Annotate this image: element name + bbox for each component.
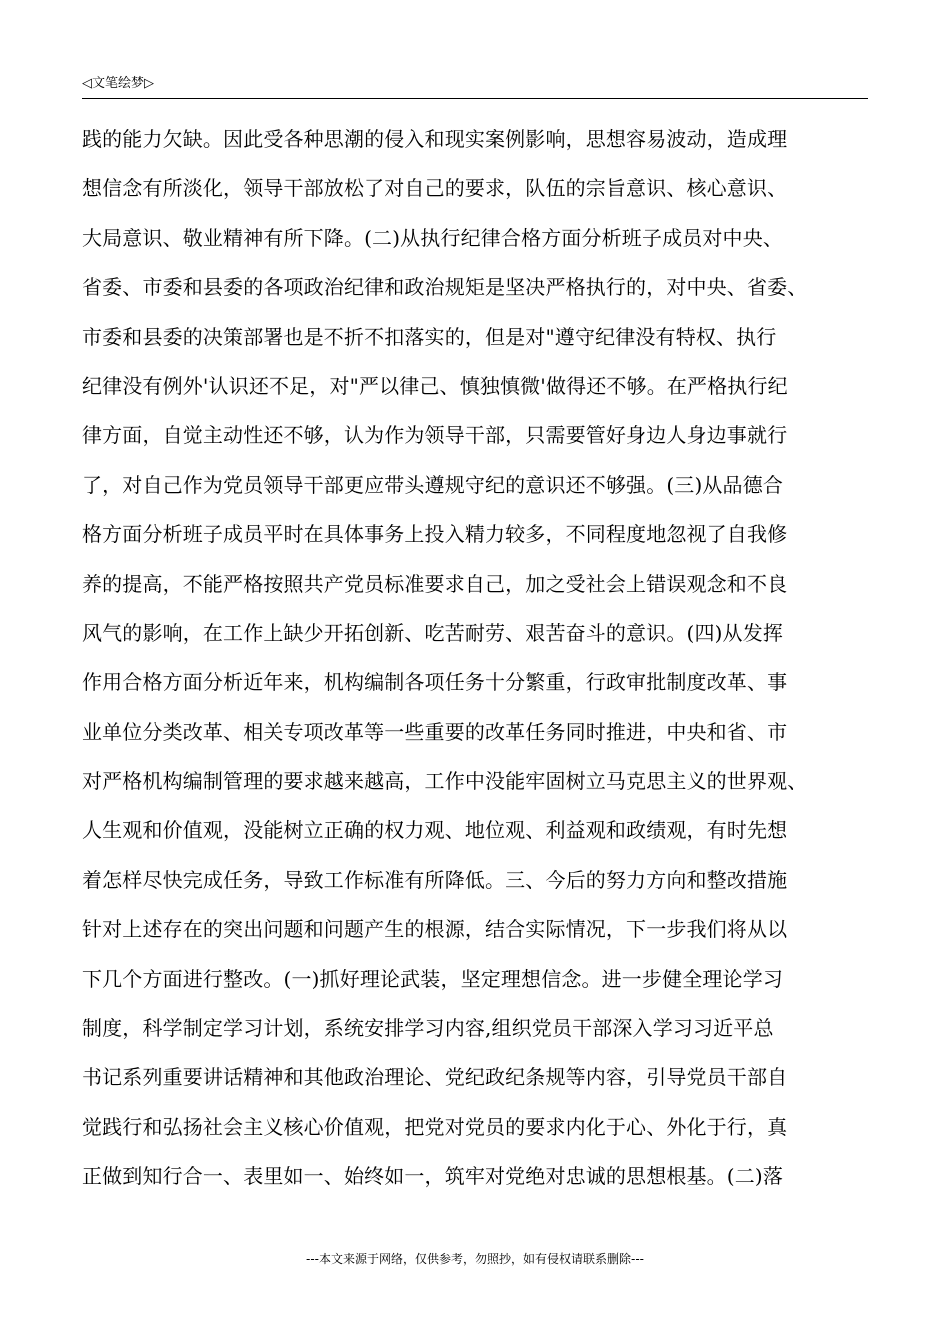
body-line: 业单位分类改革、相关专项改革等一些重要的改革任务同时推进，中央和省、市: [82, 719, 788, 744]
body-line: 着怎样尽快完成任务，导致工作标准有所降低。三、今后的努力方向和整改措施: [82, 867, 788, 892]
body-line: 制度，科学制定学习计划，系统安排学习内容,组织党员干部深入学习习近平总: [82, 1016, 774, 1041]
body-line: 下几个方面进行整改。(一)抓好理论武装，坚定理想信念。进一步健全理论学习: [82, 966, 784, 991]
body-line: 觉践行和弘扬社会主义核心价值观，把党对党员的要求内化于心、外化于行，真: [82, 1114, 788, 1139]
document-body: [82, 120, 882, 1207]
body-line: 律方面，自觉主动性还不够，认为作为领导干部，只需要管好身边人身边事就行: [82, 423, 788, 448]
body-line: 省委、市委和县委的各项政治纪律和政治规矩是坚决严格执行的，对中央、省委、: [82, 275, 808, 300]
body-line: 对严格机构编制管理的要求越来越高，工作中没能牢固树立马克思主义的世界观、: [82, 769, 808, 794]
page-footer: [0, 1251, 950, 1267]
body-line: 想信念有所淡化，领导干部放松了对自己的要求，队伍的宗旨意识、核心意识、: [82, 176, 788, 201]
body-line: 市委和县委的决策部署也是不折不扣落实的，但是对"遵守纪律没有特权、执行: [82, 324, 777, 349]
body-line: 了，对自己作为党员领导干部更应带头遵规守纪的意识还不够强。(三)从品德合: [82, 472, 784, 497]
page-header: [82, 74, 868, 99]
footer-disclaimer: ---本文来源于网络，仅供参考，勿照抄，如有侵权请联系删除---: [306, 1252, 644, 1266]
body-line: 风气的影响，在工作上缺少开拓创新、吃苦耐劳、艰苦奋斗的意识。(四)从发挥: [82, 620, 784, 645]
body-line: 正做到知行合一、表里如一、始终如一，筑牢对党绝对忠诚的思想根基。(二)落: [82, 1164, 784, 1189]
body-line: 针对上述存在的突出问题和问题产生的根源，结合实际情况，下一步我们将从以: [82, 917, 788, 942]
body-line: 书记系列重要讲话精神和其他政治理论、党纪政纪条规等内容，引导党员干部自: [82, 1065, 788, 1090]
body-line: 大局意识、敬业精神有所下降。(二)从执行纪律合格方面分析班子成员对中央、: [82, 225, 784, 250]
header-title: ◁文笔绘梦▷: [82, 76, 154, 91]
body-line: 作用合格方面分析近年来，机构编制各项任务十分繁重，行政审批制度改革、事: [82, 670, 788, 695]
body-line: 养的提高，不能严格按照共产党员标准要求自己，加之受社会上错误观念和不良: [82, 571, 788, 596]
body-line: 格方面分析班子成员平时在具体事务上投入精力较多，不同程度地忽视了自我修: [82, 522, 788, 547]
body-line: 践的能力欠缺。因此受各种思潮的侵入和现实案例影响，思想容易波动，造成理: [82, 127, 788, 151]
body-line: 纪律没有例外'认识还不足，对"严以律己、慎独慎微'做得还不够。在严格执行纪: [82, 373, 788, 398]
body-line: 人生观和价值观，没能树立正确的权力观、地位观、利益观和政绩观，有时先想: [82, 818, 788, 843]
